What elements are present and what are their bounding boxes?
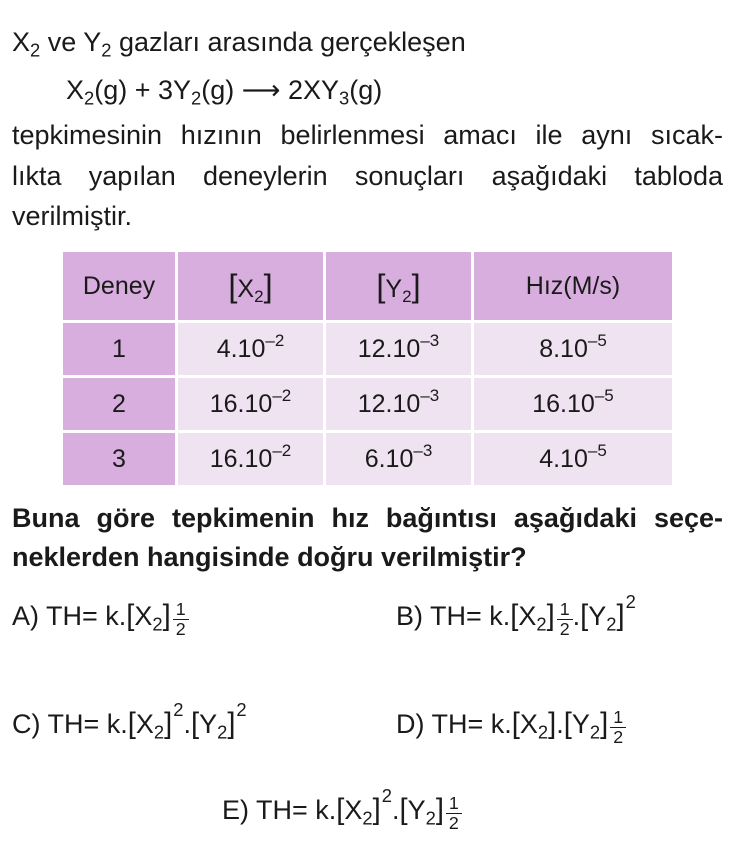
subscript: 2 bbox=[191, 87, 202, 109]
species-y: Y bbox=[571, 709, 590, 739]
open-bracket: [ bbox=[580, 600, 589, 632]
close-bracket: ] bbox=[600, 708, 609, 740]
fraction-numerator: 1 bbox=[173, 600, 189, 620]
cell-base: 8.10 bbox=[539, 334, 588, 363]
species-y: Y bbox=[199, 709, 218, 739]
question-line-1: Buna göre tepkimenin hız bağıntısı aşağıdaki seçe- bbox=[12, 503, 723, 533]
close-bracket: ] bbox=[372, 794, 381, 826]
cell-base: 16.10 bbox=[532, 389, 595, 418]
multiply-dot: . bbox=[391, 795, 400, 825]
open-bracket: [ bbox=[126, 600, 135, 632]
open-bracket: [ bbox=[127, 708, 136, 740]
cell-rate bbox=[473, 377, 674, 432]
header-deney: Deney bbox=[62, 251, 177, 322]
rate-prefix: TH= k. bbox=[431, 709, 512, 739]
cell-x bbox=[177, 322, 325, 377]
fraction-denominator: 2 bbox=[559, 618, 570, 639]
close-bracket: ] bbox=[411, 267, 421, 304]
option-label: A) bbox=[12, 601, 39, 631]
open-bracket: [ bbox=[190, 708, 200, 740]
cell-exponent: –2 bbox=[272, 440, 292, 460]
cell-base: 16.10 bbox=[209, 389, 273, 418]
fraction-denominator: 2 bbox=[613, 726, 624, 747]
exponent: 2 bbox=[625, 591, 636, 613]
cell-deney: 1 bbox=[62, 322, 177, 377]
species-x: X bbox=[519, 709, 538, 739]
fraction-numerator: 1 bbox=[557, 600, 573, 620]
subscript: 2 bbox=[537, 721, 549, 743]
open-bracket: [ bbox=[228, 267, 238, 304]
cell-exponent: –5 bbox=[587, 330, 607, 350]
table-header-row bbox=[62, 251, 674, 322]
species-x: X bbox=[135, 709, 154, 739]
subscript: 2 bbox=[362, 807, 373, 829]
option-a[interactable] bbox=[12, 600, 189, 639]
cell-exponent: –3 bbox=[413, 440, 433, 460]
reaction-part: (g) ⟶ 2XY bbox=[201, 75, 339, 105]
reaction-part: (g) bbox=[349, 75, 383, 105]
cell-exponent: –3 bbox=[420, 330, 440, 350]
cell-exponent: –3 bbox=[420, 385, 440, 405]
exponent: 2 bbox=[173, 699, 184, 721]
exponent: 2 bbox=[236, 699, 247, 721]
close-bracket: ] bbox=[162, 600, 171, 632]
cell-exponent: –2 bbox=[272, 385, 292, 405]
subscript: 2 bbox=[536, 613, 547, 635]
cell-deney: 3 bbox=[62, 432, 177, 487]
multiply-dot: . bbox=[572, 601, 581, 631]
cell-rate bbox=[473, 432, 674, 487]
species-x: X bbox=[344, 795, 363, 825]
option-c[interactable] bbox=[12, 699, 247, 743]
subscript: 2 bbox=[152, 613, 163, 635]
cell-base: 12.10 bbox=[357, 389, 421, 418]
intro-text: ve Y bbox=[40, 27, 102, 57]
cell-exponent: –2 bbox=[265, 330, 285, 350]
intro-line-3: tepkimesinin hızının belirlenmesi amacı ile aynı sıcak- bbox=[12, 120, 723, 150]
cell-y bbox=[325, 377, 473, 432]
cell-rate bbox=[473, 322, 674, 377]
close-bracket: ] bbox=[548, 708, 557, 740]
close-bracket: ] bbox=[227, 708, 236, 740]
close-bracket: ] bbox=[263, 267, 273, 304]
close-bracket: ] bbox=[616, 600, 625, 632]
exponent-half bbox=[610, 708, 626, 746]
open-bracket: [ bbox=[510, 600, 519, 632]
subscript: 3 bbox=[339, 87, 350, 109]
intro-text: X bbox=[12, 27, 31, 57]
rate-prefix: TH= k. bbox=[256, 795, 337, 825]
fraction-denominator: 2 bbox=[175, 618, 186, 639]
open-bracket: [ bbox=[563, 708, 572, 740]
open-bracket: [ bbox=[511, 708, 520, 740]
header-x2 bbox=[177, 251, 325, 322]
rate-prefix: TH= k. bbox=[46, 601, 127, 631]
subscript: 2 bbox=[606, 613, 617, 635]
species-x: X bbox=[518, 601, 537, 631]
question-line-2: neklerden hangisinde doğru verilmiştir? bbox=[12, 542, 527, 572]
cell-base: 4.10 bbox=[216, 334, 266, 363]
option-label: E) bbox=[222, 795, 249, 825]
multiply-dot: . bbox=[183, 709, 191, 739]
subscript: 2 bbox=[217, 721, 228, 743]
subscript: 2 bbox=[153, 721, 165, 743]
fraction-numerator: 1 bbox=[610, 708, 626, 728]
exponent-half bbox=[173, 600, 189, 638]
cell-x bbox=[177, 432, 325, 487]
subscript: 2 bbox=[30, 39, 41, 61]
intro-text: gazları arasında gerçekleşen bbox=[111, 27, 466, 57]
species-y: Y bbox=[407, 795, 426, 825]
open-bracket: [ bbox=[376, 267, 386, 304]
option-b[interactable] bbox=[396, 591, 636, 639]
rate-prefix: TH= k. bbox=[47, 709, 128, 739]
species-x: X bbox=[134, 601, 153, 631]
reaction-part: (g) + 3Y bbox=[94, 75, 192, 105]
cell-deney: 2 bbox=[62, 377, 177, 432]
subscript: 2 bbox=[425, 807, 436, 829]
subscript: 2 bbox=[589, 721, 601, 743]
open-bracket: [ bbox=[399, 794, 408, 826]
open-bracket: [ bbox=[336, 794, 345, 826]
cell-base: 16.10 bbox=[209, 444, 273, 473]
close-bracket: ] bbox=[546, 600, 555, 632]
header-y2 bbox=[325, 251, 473, 322]
cell-base: 6.10 bbox=[364, 444, 414, 473]
table-row bbox=[62, 432, 674, 487]
option-d[interactable] bbox=[396, 708, 626, 747]
subscript: 2 bbox=[101, 39, 112, 61]
option-label: C) bbox=[12, 709, 41, 739]
intro-line-4: lıkta yapılan deneylerin sonuçları aşağıdaki tabloda bbox=[12, 161, 723, 191]
option-e[interactable] bbox=[222, 785, 462, 833]
option-label: B) bbox=[396, 601, 423, 631]
header-rate: Hız(M/s) bbox=[473, 251, 674, 322]
fraction-numerator: 1 bbox=[446, 794, 462, 814]
exponent-half bbox=[557, 600, 573, 638]
fraction-denominator: 2 bbox=[448, 812, 459, 833]
multiply-dot: . bbox=[556, 709, 564, 739]
exponent: 2 bbox=[381, 785, 392, 807]
exponent-half bbox=[446, 794, 462, 832]
option-label: D) bbox=[396, 709, 425, 739]
intro-line-1 bbox=[12, 27, 466, 61]
reaction-equation bbox=[66, 75, 383, 109]
header-x-base: X bbox=[237, 274, 255, 303]
rate-prefix: TH= k. bbox=[430, 601, 511, 631]
table-row bbox=[62, 377, 674, 432]
close-bracket: ] bbox=[435, 794, 444, 826]
table-row bbox=[62, 322, 674, 377]
cell-y bbox=[325, 432, 473, 487]
subscript: 2 bbox=[84, 87, 95, 109]
experiment-table bbox=[60, 249, 675, 488]
header-y-base: Y bbox=[385, 274, 403, 303]
intro-line-5: verilmiştir. bbox=[12, 201, 132, 231]
reaction-part: X bbox=[66, 75, 85, 105]
cell-exponent: –5 bbox=[594, 385, 614, 405]
cell-x bbox=[177, 377, 325, 432]
species-y: Y bbox=[588, 601, 607, 631]
cell-y bbox=[325, 322, 473, 377]
cell-base: 4.10 bbox=[539, 444, 588, 473]
cell-base: 12.10 bbox=[357, 334, 421, 363]
close-bracket: ] bbox=[164, 708, 173, 740]
subscript: 2 bbox=[254, 286, 264, 306]
subscript: 2 bbox=[402, 286, 412, 306]
cell-exponent: –5 bbox=[587, 440, 607, 460]
